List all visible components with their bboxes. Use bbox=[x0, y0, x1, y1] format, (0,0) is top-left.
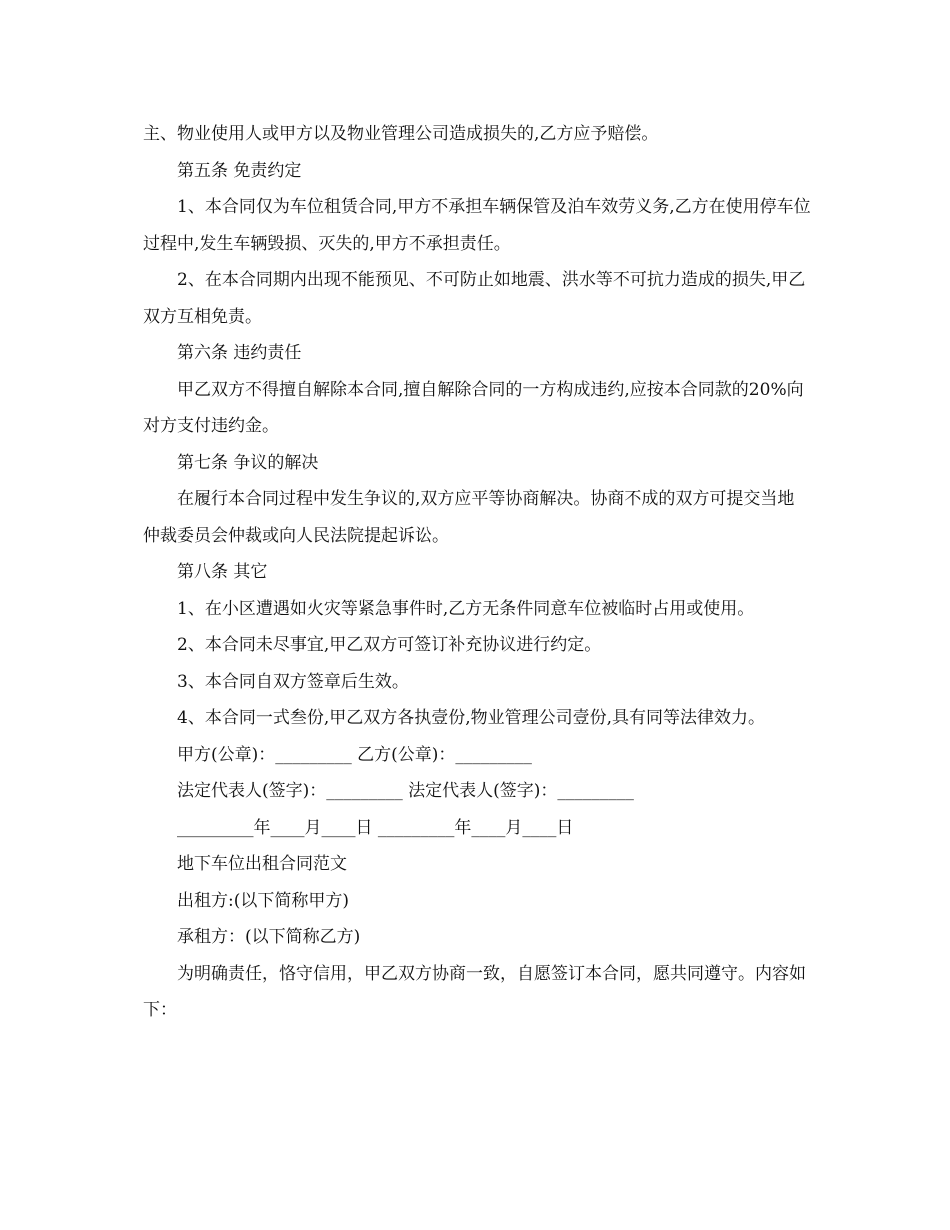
article-5-clause-1: 1、本合同仅为车位租赁合同,甲方不承担车辆保管及泊车效劳义务,乙方在使用停车位过程中,发生车辆毁损、灭失的,甲方不承担责任。 bbox=[143, 197, 811, 254]
intro-paragraph: 为明确责任，恪守信用，甲乙双方协商一致，自愿签订本合同，愿共同遵守。内容如下： bbox=[143, 963, 806, 1020]
article-8-clause-4: 4、本合同一式叁份,甲乙双方各执壹份,物业管理公司壹份,具有同等法律效力。 bbox=[177, 708, 766, 728]
article-8-heading: 第八条 其它 bbox=[177, 562, 268, 582]
article-5-heading: 第五条 免责约定 bbox=[177, 160, 302, 181]
lessor-line: 出租方:(以下简称甲方) bbox=[177, 890, 349, 911]
article-5-clause-2: 2、在本合同期内出现不能预见、不可防止如地震、洪水等不可抗力造成的损失,甲乙双方互相免责。 bbox=[143, 270, 806, 327]
article-8-clause-2: 2、本合同未尽事宜,甲乙双方可签订补充协议进行约定。 bbox=[177, 635, 602, 655]
signature-line: 法定代表人(签字)：_________ 法定代表人(签字)：_________ bbox=[177, 781, 634, 801]
article-6-heading: 第六条 违约责任 bbox=[177, 343, 302, 363]
date-line: _________年____月____日 _________年____月____日 bbox=[177, 817, 574, 838]
article-7-heading: 第七条 争议的解决 bbox=[177, 452, 319, 473]
template-title: 地下车位出租合同范文 bbox=[177, 854, 347, 874]
article-7-body: 在履行本合同过程中发生争议的,双方应平等协商解决。协商不成的双方可提交当地仲裁委员会仲裁或向人民法院提起诉讼。 bbox=[143, 489, 795, 546]
paragraph-continuation: 主、物业使用人或甲方以及物业管理公司造成损失的,乙方应予赔偿。 bbox=[143, 124, 659, 144]
article-8-clause-1: 1、在小区遭遇如火灾等紧急事件时,乙方无条件同意车位被临时占用或使用。 bbox=[177, 598, 755, 619]
lessee-line: 承租方：(以下简称乙方) bbox=[177, 927, 361, 947]
article-8-clause-3: 3、本合同自双方签章后生效。 bbox=[177, 671, 409, 692]
article-6-body: 甲乙双方不得擅自解除本合同,擅自解除合同的一方构成违约,应按本合同款的20%向对方支付违约金。 bbox=[143, 379, 804, 436]
seal-line: 甲方(公章)：_________ 乙方(公章)：_________ bbox=[177, 744, 532, 765]
document-body bbox=[143, 116, 811, 1029]
